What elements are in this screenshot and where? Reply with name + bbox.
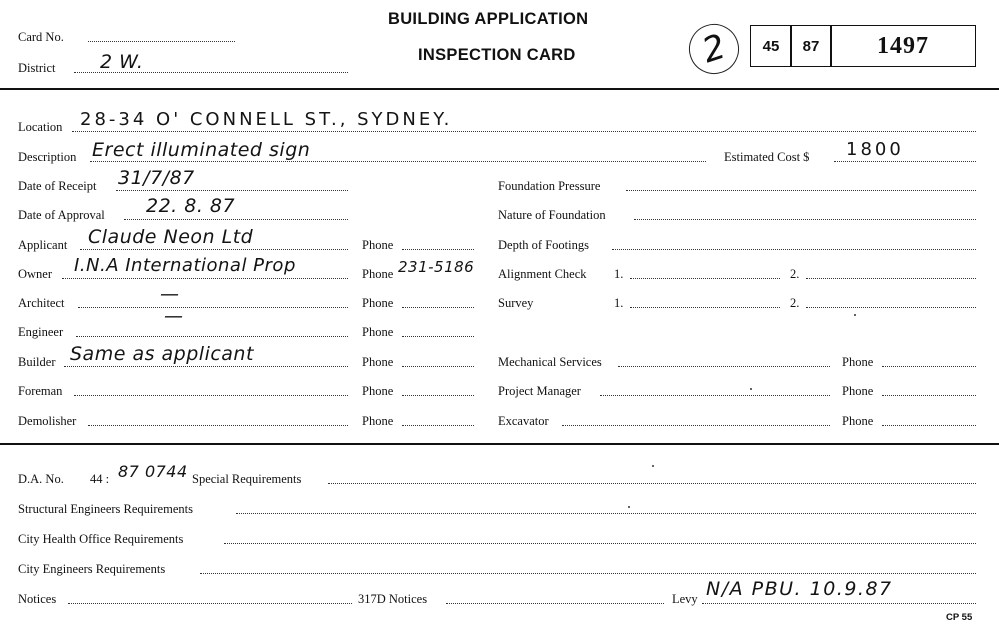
da-value: 87 0744 [118, 462, 188, 481]
health-label: City Health Office Requirements [18, 532, 184, 546]
depth-footings-dots [612, 249, 976, 250]
applicant-phone-label: Phone [362, 238, 394, 252]
health-dots [224, 543, 976, 544]
excavator-phone-dots [882, 425, 976, 426]
title-line1: BUILDING APPLICATION [388, 10, 589, 28]
mechanical-phone-label: Phone [842, 355, 874, 369]
form-code: CP 55 [946, 612, 973, 623]
builder-phone-dots [402, 366, 474, 367]
location-value: 28-34 O' CONNELL ST., SYDNEY. [80, 109, 453, 130]
location-dots [72, 131, 976, 132]
middle-rule [0, 443, 999, 445]
date-receipt-value: 31/7/87 [118, 167, 195, 189]
date-approval-label: Date of Approval [18, 208, 105, 222]
estimated-cost-value: 1800 [846, 139, 904, 160]
foreman-dots [74, 395, 348, 396]
owner-value: I.N.A International Prop [74, 255, 296, 276]
levy-value: N/A PBU. 10.9.87 [706, 578, 893, 600]
special-requirements-dots [328, 483, 976, 484]
owner-phone-label: Phone [362, 267, 394, 281]
estimated-cost-dots [834, 161, 976, 162]
survey-2-label: 2. [790, 296, 800, 310]
levy-dots [702, 603, 976, 604]
architect-label: Architect [18, 296, 65, 310]
applicant-phone-dots [402, 249, 474, 250]
description-label: Description [18, 150, 77, 164]
owner-phone-value: 231-5186 [398, 258, 475, 276]
notices-dots [68, 603, 352, 604]
foundation-pressure-dots [626, 190, 976, 191]
card-no-label: Card No. [18, 30, 64, 44]
project-manager-phone-dots [882, 395, 976, 396]
notices-317d-dots [446, 603, 664, 604]
date-receipt-dots [116, 190, 348, 191]
builder-phone-label: Phone [362, 355, 394, 369]
demolisher-phone-dots [402, 425, 474, 426]
applicant-label: Applicant [18, 238, 68, 252]
card-no-dots [88, 41, 235, 42]
nature-foundation-label: Nature of Foundation [498, 208, 606, 222]
title-line2: INSPECTION CARD [418, 46, 576, 64]
structural-label: Structural Engineers Requirements [18, 502, 193, 516]
engineer-phone-label: Phone [362, 325, 394, 339]
scan-speck [628, 506, 630, 508]
engineer-label: Engineer [18, 325, 64, 339]
box-45: 45 [750, 25, 792, 67]
builder-value: Same as applicant [70, 343, 254, 365]
city-engineers-label: City Engineers Requirements [18, 562, 166, 576]
scan-speck [750, 388, 752, 390]
owner-label: Owner [18, 267, 53, 281]
depth-footings-label: Depth of Footings [498, 238, 589, 252]
engineer-phone-dots [402, 336, 474, 337]
survey-1-dots [630, 307, 780, 308]
foreman-label: Foreman [18, 384, 63, 398]
builder-label: Builder [18, 355, 56, 369]
special-requirements-label: Special Requirements [192, 472, 302, 486]
da-label: D.A. No. [18, 472, 64, 486]
engineer-value: — [164, 305, 184, 327]
district-value: 2 W. [100, 51, 144, 73]
foundation-pressure-label: Foundation Pressure [498, 179, 601, 193]
notices-label: Notices [18, 592, 57, 606]
project-manager-phone-label: Phone [842, 384, 874, 398]
excavator-label: Excavator [498, 414, 549, 428]
district-label: District [18, 61, 56, 75]
project-manager-label: Project Manager [498, 384, 581, 398]
date-receipt-label: Date of Receipt [18, 179, 97, 193]
alignment-1-label: 1. [614, 267, 624, 281]
alignment-2-dots [806, 278, 976, 279]
excavator-dots [562, 425, 830, 426]
alignment-check-label: Alignment Check [498, 267, 587, 281]
builder-dots [64, 366, 348, 367]
engineer-dots [76, 336, 348, 337]
estimated-cost-label: Estimated Cost $ [724, 150, 810, 164]
survey-1-label: 1. [614, 296, 624, 310]
demolisher-label: Demolisher [18, 414, 77, 428]
notices-317d-label: 317D Notices [358, 592, 428, 606]
nature-foundation-dots [634, 219, 976, 220]
date-approval-value: 22. 8. 87 [146, 195, 236, 217]
architect-dots [78, 307, 348, 308]
circled-number: 2 [682, 17, 745, 80]
description-value: Erect illuminated sign [92, 139, 311, 161]
scan-speck [652, 465, 654, 467]
levy-label: Levy [672, 592, 698, 606]
date-approval-dots [124, 219, 348, 220]
foreman-phone-label: Phone [362, 384, 394, 398]
demolisher-phone-label: Phone [362, 414, 394, 428]
da-prefix: 44 : [90, 472, 110, 486]
box-87: 87 [790, 25, 832, 67]
excavator-phone-label: Phone [842, 414, 874, 428]
demolisher-dots [88, 425, 348, 426]
mechanical-phone-dots [882, 366, 976, 367]
applicant-dots [80, 249, 348, 250]
top-rule [0, 88, 999, 90]
card-number-box: 1497 [830, 25, 976, 67]
survey-2-dots [806, 307, 976, 308]
architect-phone-dots [402, 307, 474, 308]
alignment-2-label: 2. [790, 267, 800, 281]
city-engineers-dots [200, 573, 976, 574]
scan-speck [854, 314, 856, 316]
mechanical-label: Mechanical Services [498, 355, 602, 369]
location-label: Location [18, 120, 63, 134]
mechanical-dots [618, 366, 830, 367]
architect-phone-label: Phone [362, 296, 394, 310]
alignment-1-dots [630, 278, 780, 279]
structural-dots [236, 513, 976, 514]
description-dots [90, 161, 706, 162]
owner-dots [62, 278, 348, 279]
architect-value: — [160, 283, 180, 305]
foreman-phone-dots [402, 395, 474, 396]
survey-label: Survey [498, 296, 534, 310]
project-manager-dots [600, 395, 830, 396]
applicant-value: Claude Neon Ltd [88, 226, 254, 248]
